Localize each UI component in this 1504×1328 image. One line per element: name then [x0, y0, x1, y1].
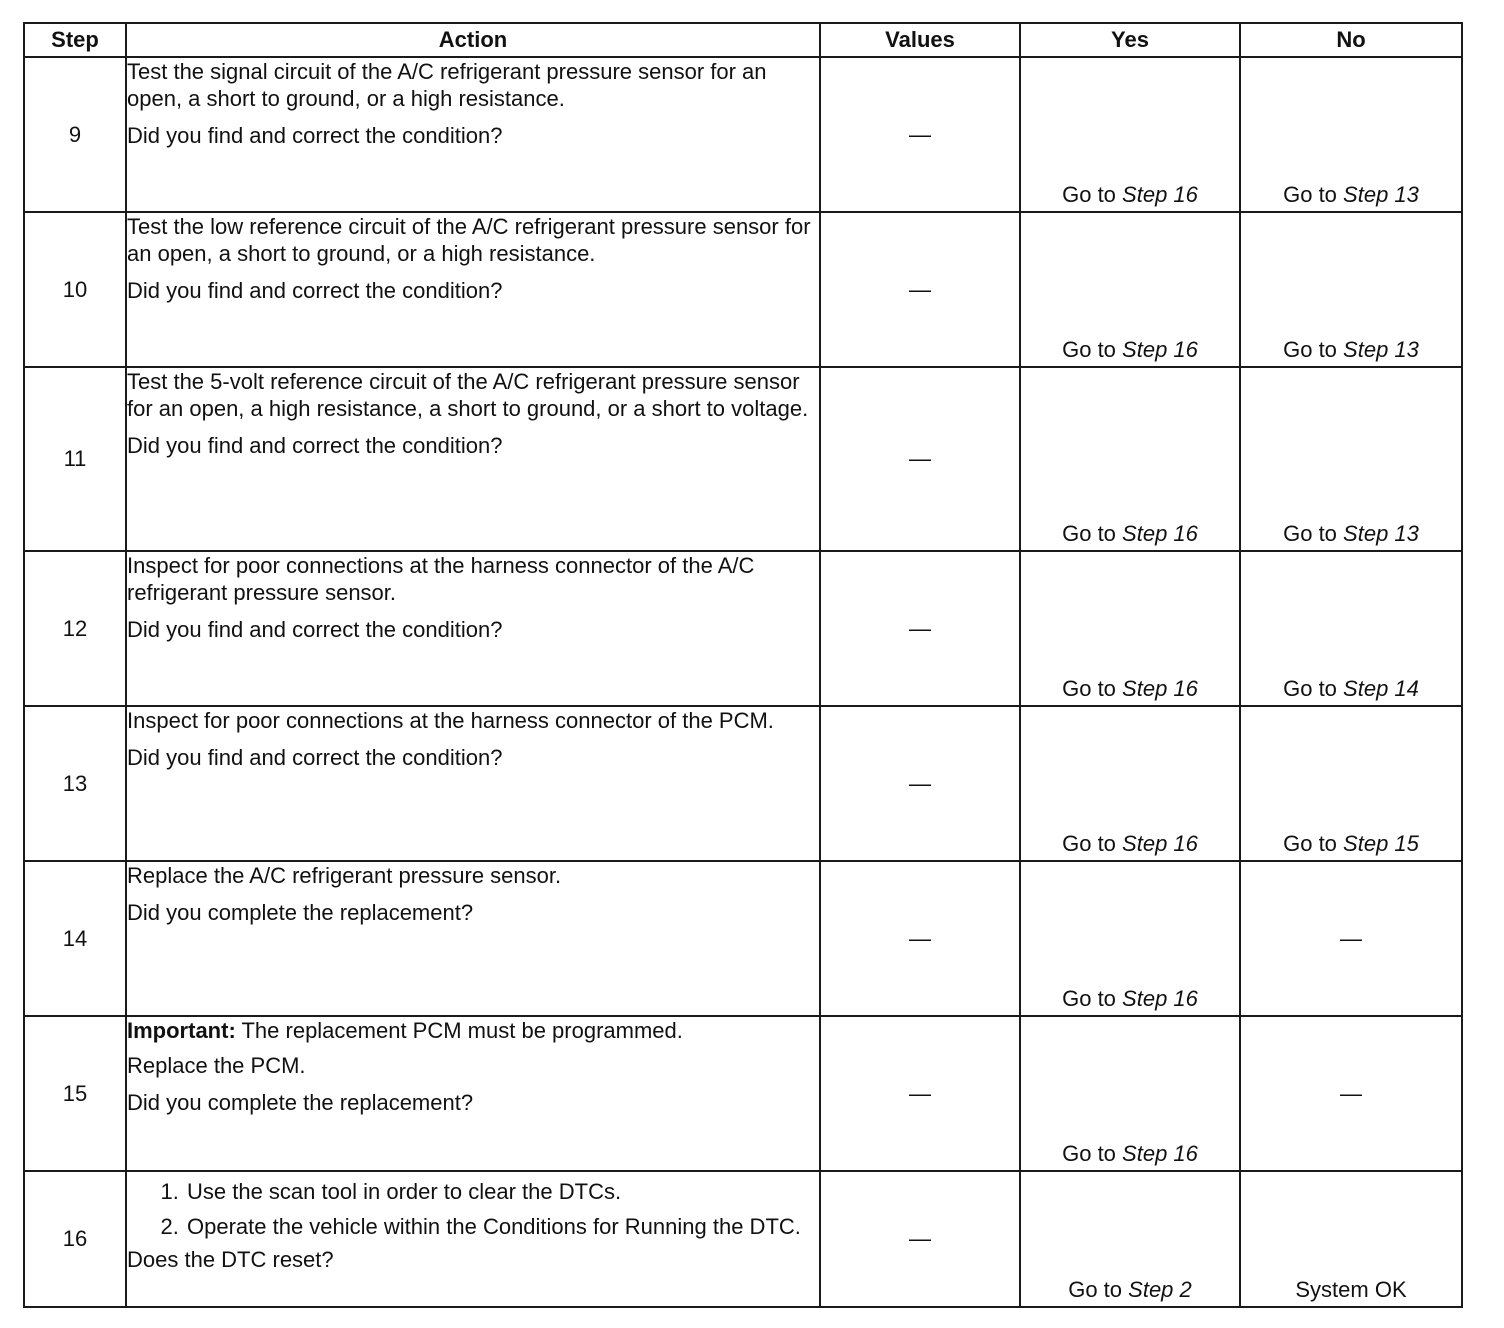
- values-cell: —: [820, 861, 1020, 1016]
- no-step-link[interactable]: Step 13: [1343, 521, 1419, 546]
- action-text: Test the 5-volt reference circuit of the A/C refrigerant pressure sensor for an open, a high resistance, a short to ground, or a short to voltage.: [127, 369, 809, 421]
- values-cell: —: [820, 212, 1020, 367]
- no-prefix: Go to: [1283, 521, 1337, 546]
- yes-cell: [1020, 1171, 1240, 1307]
- no-value: —: [1340, 1080, 1362, 1106]
- header-step: Step: [24, 23, 126, 57]
- table-row-step-13: [24, 706, 1462, 861]
- yes-prefix: Go to: [1062, 182, 1116, 207]
- table-row-step-10: [24, 212, 1462, 367]
- header-values: Values: [820, 23, 1020, 57]
- important-label: Important:: [127, 1018, 236, 1043]
- action-question: Did you find and correct the condition?: [127, 123, 503, 148]
- no-prefix: Go to: [1283, 337, 1337, 362]
- yes-prefix: Go to: [1062, 986, 1116, 1011]
- yes-prefix: Go to: [1068, 1277, 1123, 1302]
- header-action: Action: [126, 23, 820, 57]
- action-text: Test the low reference circuit of the A/C refrigerant pressure sensor for an open, a short to ground, or a high resistance.: [127, 214, 811, 266]
- yes-step-link[interactable]: Step 16: [1122, 521, 1198, 546]
- important-note: [127, 1017, 819, 1044]
- no-prefix: Go to: [1283, 676, 1337, 701]
- action-text: Inspect for poor connections at the harness connector of the PCM.: [127, 708, 774, 733]
- action-text: Test the signal circuit of the A/C refrigerant pressure sensor for an open, a short to ground, or a high resistance.: [127, 59, 767, 111]
- yes-step-link[interactable]: Step 16: [1122, 986, 1198, 1011]
- values-cell: —: [820, 1171, 1020, 1307]
- action-question: Did you find and correct the condition?: [127, 617, 503, 642]
- no-cell: [1240, 861, 1462, 1016]
- table-row-step-16: [24, 1171, 1462, 1307]
- yes-step-link[interactable]: Step 2: [1128, 1277, 1192, 1302]
- values-cell: —: [820, 1016, 1020, 1171]
- yes-prefix: Go to: [1062, 831, 1116, 856]
- action-question: Did you find and correct the condition?: [127, 278, 503, 303]
- action-cell: [126, 1171, 820, 1307]
- no-step-link[interactable]: Step 14: [1343, 676, 1419, 701]
- table-row-step-9: [24, 57, 1462, 212]
- no-prefix: Go to: [1283, 831, 1337, 856]
- yes-step-link[interactable]: Step 16: [1122, 676, 1198, 701]
- yes-cell: [1020, 861, 1240, 1016]
- action-cell: [126, 861, 820, 1016]
- action-cell: [126, 367, 820, 551]
- yes-prefix: Go to: [1062, 337, 1116, 362]
- step-number: 9: [24, 57, 126, 212]
- no-cell: [1240, 212, 1462, 367]
- no-cell: [1240, 1171, 1462, 1307]
- step-number: 12: [24, 551, 126, 706]
- no-cell: [1240, 367, 1462, 551]
- no-value: —: [1340, 925, 1362, 951]
- table-row-step-11: [24, 367, 1462, 551]
- values-cell: —: [820, 551, 1020, 706]
- values-cell: —: [820, 706, 1020, 861]
- action-text: Replace the A/C refrigerant pressure sensor.: [127, 863, 562, 888]
- no-cell: [1240, 57, 1462, 212]
- action-question: Did you find and correct the condition?: [127, 745, 503, 770]
- action-cell: [126, 1016, 820, 1171]
- yes-cell: [1020, 57, 1240, 212]
- header-yes: Yes: [1020, 23, 1240, 57]
- yes-step-link[interactable]: Step 16: [1122, 1141, 1198, 1166]
- values-cell: —: [820, 57, 1020, 212]
- action-question: Did you find and correct the condition?: [127, 433, 503, 458]
- no-value: System OK: [1295, 1277, 1407, 1302]
- yes-prefix: Go to: [1062, 1141, 1116, 1166]
- step-number: 15: [24, 1016, 126, 1171]
- action-question: Did you complete the replacement?: [127, 900, 474, 925]
- values-cell: —: [820, 367, 1020, 551]
- yes-cell: [1020, 706, 1240, 861]
- yes-prefix: Go to: [1062, 676, 1116, 701]
- list-item: 1. Use the scan tool in order to clear the DTCs.: [185, 1178, 819, 1205]
- action-text: Replace the PCM.: [127, 1053, 306, 1078]
- diagnostic-procedure-table: [23, 22, 1463, 1308]
- no-prefix: Go to: [1283, 182, 1337, 207]
- yes-cell: [1020, 1016, 1240, 1171]
- table-row-step-12: [24, 551, 1462, 706]
- action-question: Does the DTC reset?: [127, 1247, 334, 1272]
- header-row: [24, 23, 1462, 57]
- yes-step-link[interactable]: Step 16: [1122, 831, 1198, 856]
- step-number: 11: [24, 367, 126, 551]
- list-item: 2. Operate the vehicle within the Conditions for Running the DTC.: [185, 1213, 819, 1240]
- table-row-step-14: [24, 861, 1462, 1016]
- no-step-link[interactable]: Step 13: [1343, 182, 1419, 207]
- step-number: 13: [24, 706, 126, 861]
- no-cell: [1240, 1016, 1462, 1171]
- yes-step-link[interactable]: Step 16: [1122, 182, 1198, 207]
- action-text: Inspect for poor connections at the harness connector of the A/C refrigerant pressure sensor.: [127, 553, 755, 605]
- action-steps-list: [127, 1178, 819, 1240]
- step-number: 16: [24, 1171, 126, 1307]
- no-cell: [1240, 551, 1462, 706]
- action-cell: [126, 706, 820, 861]
- action-cell: [126, 551, 820, 706]
- yes-cell: [1020, 367, 1240, 551]
- yes-prefix: Go to: [1062, 521, 1116, 546]
- table-row-step-15: [24, 1016, 1462, 1171]
- no-step-link[interactable]: Step 13: [1343, 337, 1419, 362]
- yes-cell: [1020, 212, 1240, 367]
- important-text: The replacement PCM must be programmed.: [235, 1018, 683, 1043]
- action-cell: [126, 57, 820, 212]
- yes-step-link[interactable]: Step 16: [1122, 337, 1198, 362]
- step-number: 14: [24, 861, 126, 1016]
- header-no: No: [1240, 23, 1462, 57]
- yes-cell: [1020, 551, 1240, 706]
- no-step-link[interactable]: Step 15: [1343, 831, 1419, 856]
- action-cell: [126, 212, 820, 367]
- action-question: Did you complete the replacement?: [127, 1090, 474, 1115]
- step-number: 10: [24, 212, 126, 367]
- no-cell: [1240, 706, 1462, 861]
